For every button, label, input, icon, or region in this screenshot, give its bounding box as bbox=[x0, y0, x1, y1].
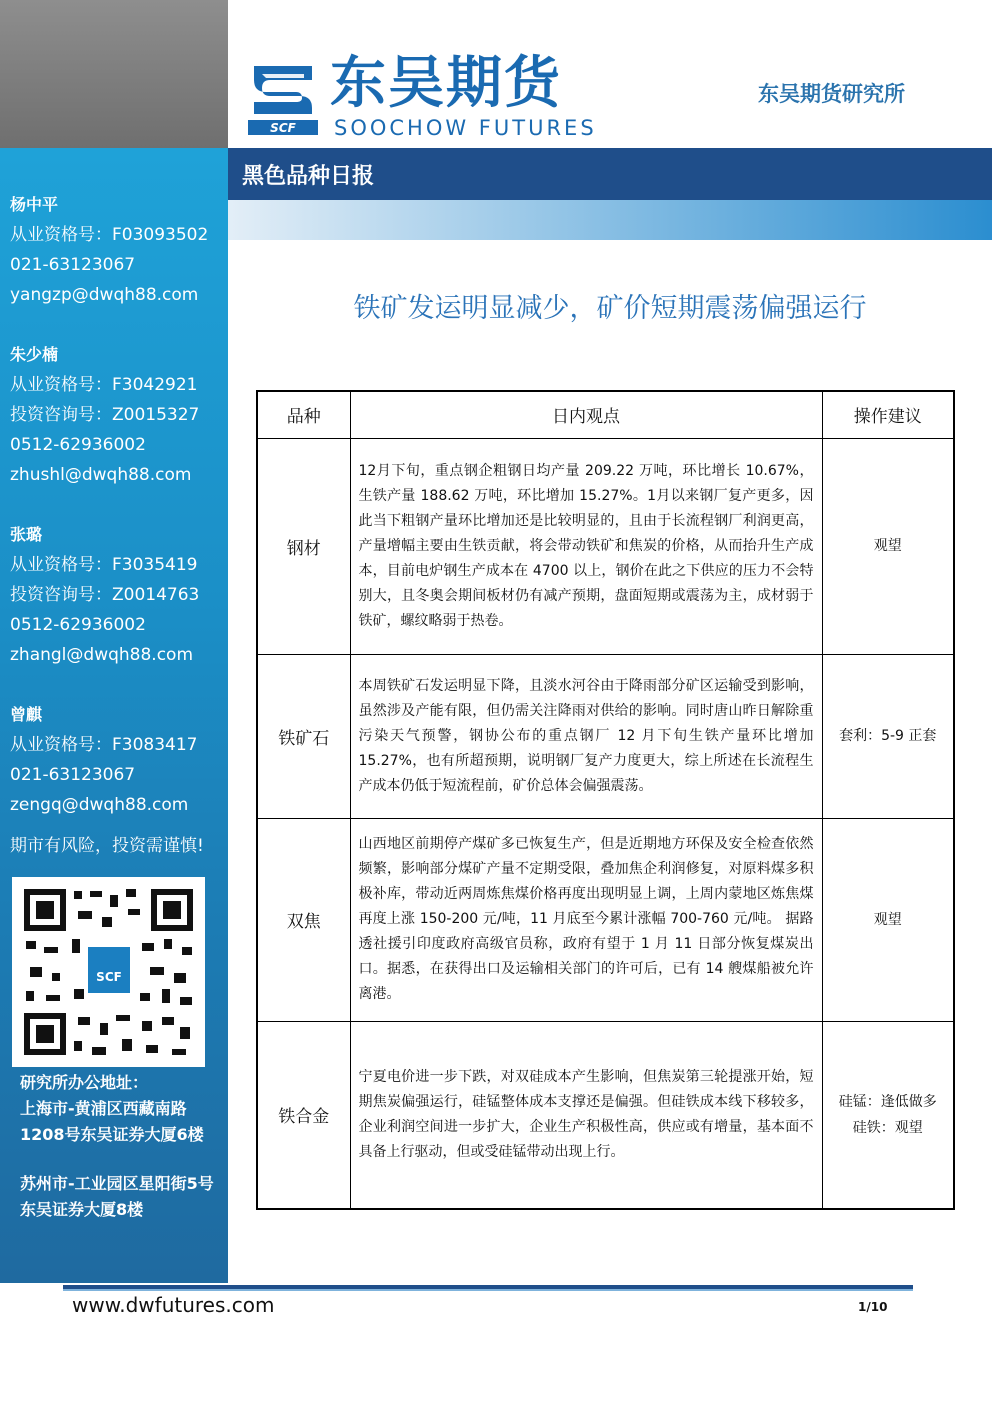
contact-phone: 021-63123067 bbox=[10, 255, 136, 275]
advice-line: 观望 bbox=[873, 538, 902, 554]
svg-text:SCF: SCF bbox=[96, 970, 122, 984]
advice-line: 硅铁：观望 bbox=[852, 1119, 923, 1136]
row-advice bbox=[822, 818, 954, 1021]
sidebar-top-panel bbox=[0, 0, 228, 148]
advice-line: 硅锰：逢低做多 bbox=[838, 1093, 937, 1110]
row-category: 钢材 bbox=[257, 438, 350, 654]
advice-line: 观望 bbox=[873, 911, 902, 928]
footer-website-link[interactable]: www.dwfutures.com bbox=[72, 1293, 275, 1317]
table-row bbox=[257, 438, 954, 654]
column-header-category: 品种 bbox=[257, 391, 350, 438]
qr-code-icon bbox=[12, 877, 205, 1067]
institute-name: 东吴期货研究所 bbox=[758, 82, 905, 106]
analyst-name: 朱少楠 bbox=[10, 345, 59, 364]
contact-phone: 0512-62936002 bbox=[10, 435, 146, 455]
footer-divider-accent bbox=[63, 1289, 913, 1291]
row-view: 本周铁矿石发运明显下降，且淡水河谷由于降雨部分矿区运输受到影响，虽然涉及产能有限，但仍需关注降雨对供给的影响。同时唐山昨日解除重污染天气预警，钢协公布的重点钢厂 12 月下旬生铁产量环比增加 15.27%，也有所超预期，说明钢厂复产力度更大，综上所述在长流程生产成本仍低于短流程前，矿价总体会偏强震荡。 bbox=[350, 654, 822, 818]
office-address-suzhou bbox=[20, 1171, 220, 1223]
report-type-title: 黑色品种日报 bbox=[242, 164, 375, 189]
page-title: 铁矿发运明显减少，矿价短期震荡偏强运行 bbox=[353, 293, 867, 324]
scf-logo-icon bbox=[248, 62, 318, 137]
table-row bbox=[257, 1021, 954, 1209]
office-address bbox=[20, 1070, 220, 1148]
row-advice bbox=[822, 438, 954, 654]
row-advice bbox=[822, 1021, 954, 1209]
contact-email[interactable]: zhushl@dwqh88.com bbox=[10, 465, 192, 485]
contact-line: 从业资格号：F3083417 bbox=[10, 735, 198, 755]
row-category: 双焦 bbox=[257, 818, 350, 1021]
page-number: 1/10 bbox=[858, 1300, 888, 1314]
brand-name-en: SOOCHOW FUTURES bbox=[334, 116, 597, 140]
row-view: 山西地区前期停产煤矿多已恢复生产，但是近期地方环保及安全检查依然频繁，影响部分煤矿产量不定期受限，叠加焦企利润修复，对原料煤多积极补库，带动近两周炼焦煤价格再度出现明显上调，上周内蒙地区炼焦煤再度上涨 150-200 元/吨，11 月底至今累计涨幅 700-760 元/吨。 据路透社援引印度政府高级官员称，政府有望于 1 月 11 日部分恢复煤炭出口。据悉，在获得出口及运输相关部门的许可后，已有 14 艘煤船被允许离港。 bbox=[350, 818, 822, 1021]
row-advice bbox=[822, 654, 954, 818]
row-view: 12月下旬，重点钢企粗钢日均产量 209.22 万吨，环比增长 10.67%，生铁产量 188.62 万吨，环比增加 15.27%。1月以来钢厂复产更多，因此当下粗钢产量环比增加还是比较明显的，且由于长流程钢厂利润更高，产量增幅主要由生铁贡献，将会带动铁矿和焦炭的价格，从而抬升生产成本，目前电炉钢生产成本在 4700 以上，钢价在此之下供应的压力不会特别大，且冬奥会期间板材仍有减产预期，盘面短期或震荡为主，成材弱于铁矿，螺纹略弱于热卷。 bbox=[350, 438, 822, 654]
analyst-name: 张璐 bbox=[10, 525, 43, 544]
column-header-advice: 操作建议 bbox=[822, 391, 954, 438]
row-category: 铁矿石 bbox=[257, 654, 350, 818]
address-shanghai: 上海市-黄浦区西藏南路1208号东吴证券大厦6楼 bbox=[20, 1099, 204, 1144]
brand-name-cn: 东吴期货 bbox=[330, 51, 562, 116]
contact-email[interactable]: zhangl@dwqh88.com bbox=[10, 645, 194, 665]
row-category: 铁合金 bbox=[257, 1021, 350, 1209]
contact-block-2 bbox=[10, 340, 199, 490]
analyst-name: 曾麒 bbox=[10, 705, 43, 724]
contact-email[interactable]: zengq@dwqh88.com bbox=[10, 795, 189, 815]
analyst-name: 杨中平 bbox=[10, 195, 59, 214]
contact-email[interactable]: yangzp@dwqh88.com bbox=[10, 285, 199, 305]
address-label: 研究所办公地址： bbox=[20, 1073, 149, 1092]
contact-phone: 021-63123067 bbox=[10, 765, 136, 785]
contact-block-4 bbox=[10, 700, 198, 820]
advice-line: 套利：5-9 正套 bbox=[839, 728, 937, 744]
address-suzhou: 苏州市-工业园区星阳街5号东吴证券大厦8楼 bbox=[20, 1174, 214, 1219]
table-row bbox=[257, 654, 954, 818]
table-row bbox=[257, 818, 954, 1021]
contact-line: 投资咨询号：Z0015327 bbox=[10, 405, 200, 425]
table-header-row bbox=[257, 391, 954, 438]
contact-phone: 0512-62936002 bbox=[10, 615, 146, 635]
contact-block-1 bbox=[10, 190, 208, 310]
contact-line: 投资咨询号：Z0014763 bbox=[10, 585, 200, 605]
risk-notice: 期市有风险，投资需谨慎! bbox=[10, 836, 204, 856]
views-table bbox=[256, 390, 955, 1210]
contact-block-3 bbox=[10, 520, 199, 670]
contact-line: 从业资格号：F03093502 bbox=[10, 225, 209, 245]
row-view: 宁夏电价进一步下跌，对双硅成本产生影响，但焦炭第三轮提涨开始，短期焦炭偏强运行，硅锰整体成本支撑还是偏强。但硅铁成本线下移较多，企业利润空间进一步扩大，企业生产积极性高，供应或有增量，基本面不具备上行驱动，但或受硅锰带动出现上行。 bbox=[350, 1021, 822, 1209]
gradient-band bbox=[228, 200, 992, 240]
column-header-view: 日内观点 bbox=[350, 391, 822, 438]
svg-text:SCF: SCF bbox=[270, 121, 296, 135]
contact-line: 从业资格号：F3042921 bbox=[10, 375, 198, 395]
report-type-band bbox=[228, 148, 992, 200]
contact-line: 从业资格号：F3035419 bbox=[10, 555, 198, 575]
